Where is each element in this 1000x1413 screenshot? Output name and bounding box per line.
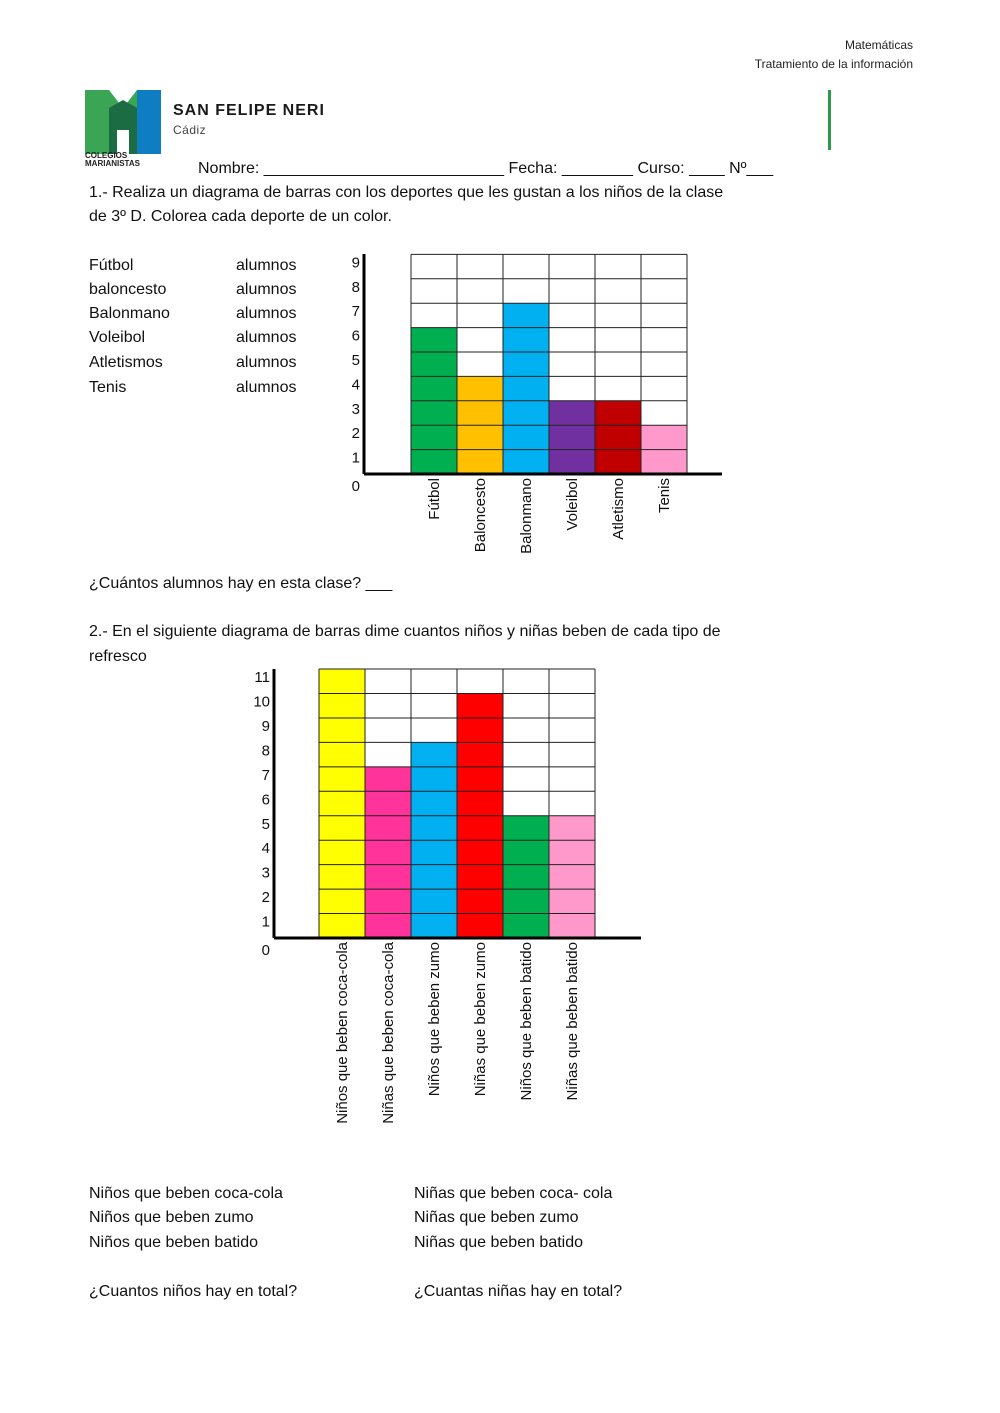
y-tick-label: 0 [261,942,270,959]
header-subject: Matemáticas [844,38,913,52]
y-tick-label: 5 [351,352,360,369]
boys-row: Niños que beben batido [89,1234,259,1251]
y-tick-label: 6 [351,327,360,345]
form-line[interactable]: Nombre: ___________________________ Fecha: ________ Curso: ____ Nº___ [198,160,774,177]
bar [549,816,595,938]
bar [319,669,365,938]
ex2-instructions-2: refresco [89,648,147,665]
ex1-instructions-2: de 3º D. Colorea cada deporte de un color. [89,208,392,225]
logo-text: COLEGIOS MARIANISTAS [85,151,140,168]
y-tick-label: 11 [254,669,270,687]
header-topic: Tratamiento de la información [754,57,913,71]
y-tick-label: 1 [261,913,270,931]
y-tick-label: 9 [351,254,360,272]
y-tick-label: 7 [261,766,270,784]
boys-row: Niños que beben coca-cola [89,1185,283,1202]
y-tick-label: 8 [261,742,270,760]
y-tick-label: 8 [351,278,360,296]
sport-unit: alumnos [236,305,297,322]
x-category-label: Fútbol [426,478,443,520]
y-tick-label: 9 [261,717,270,735]
boys-total-question[interactable]: ¿Cuantos niños hay en total? [89,1283,298,1300]
school-city: Cádiz [173,123,207,137]
y-tick-label: 5 [261,815,270,833]
girls-row: Niñas que beben zumo [414,1209,579,1226]
girls-row: Niñas que beben coca- cola [414,1185,613,1202]
sport-unit: alumnos [236,354,297,371]
x-category-label: Niños que beben coca-cola [334,942,351,1124]
y-tick-label: 3 [261,864,270,882]
x-category-label: Niños que beben batido [518,942,535,1101]
y-tick-label: 7 [351,303,360,321]
x-category-label: Tenis [656,478,673,514]
sport-unit: alumnos [236,281,297,298]
girls-row: Niñas que beben batido [414,1234,584,1251]
x-category-label: Niñas que beben coca-cola [380,942,397,1124]
ex1-instructions-1: 1.- Realiza un diagrama de barras con los deportes que les gustan a los niños de la clase [89,184,724,201]
ex2-instructions-1: 2.- En el siguiente diagrama de barras dime cuantos niños y niñas beben de cada tipo de [89,623,721,640]
y-tick-label: 6 [261,791,270,809]
school-name: SAN FELIPE NERI [173,102,325,119]
y-tick-label: 2 [351,425,360,443]
y-tick-label: 3 [351,400,360,418]
y-tick-label: 0 [351,478,360,495]
x-category-label: Niñas que beben batido [564,942,581,1101]
bar [365,767,411,938]
y-tick-label: 10 [253,693,270,711]
x-category-label: Atletismo [610,478,627,540]
boys-row: Niños que beben zumo [89,1209,254,1226]
sport-label: Balonmano [89,305,170,322]
x-category-label: Baloncesto [472,478,489,553]
sport-unit: alumnos [236,329,297,346]
sport-label: baloncesto [89,281,167,298]
bar [503,816,549,938]
sport-unit: alumnos [236,379,297,396]
ex1-question[interactable]: ¿Cuántos alumnos hay en esta clase? ___ [89,575,393,592]
y-tick-label: 4 [351,376,360,394]
sport-label: Tenis [89,379,127,396]
y-tick-label: 2 [261,889,270,907]
girls-total-question[interactable]: ¿Cuantas niñas hay en total? [414,1283,623,1300]
x-category-label: Niñas que beben zumo [472,942,489,1097]
y-tick-label: 4 [261,840,270,858]
sport-label: Voleibol [89,329,146,346]
x-category-label: Niños que beben zumo [426,942,443,1097]
sport-label: Fútbol [89,257,134,274]
y-tick-label: 1 [351,449,360,467]
x-category-label: Voleibol [564,478,581,531]
sport-unit: alumnos [236,257,297,274]
x-category-label: Balonmano [518,478,535,554]
sport-label: Atletismos [89,354,163,371]
